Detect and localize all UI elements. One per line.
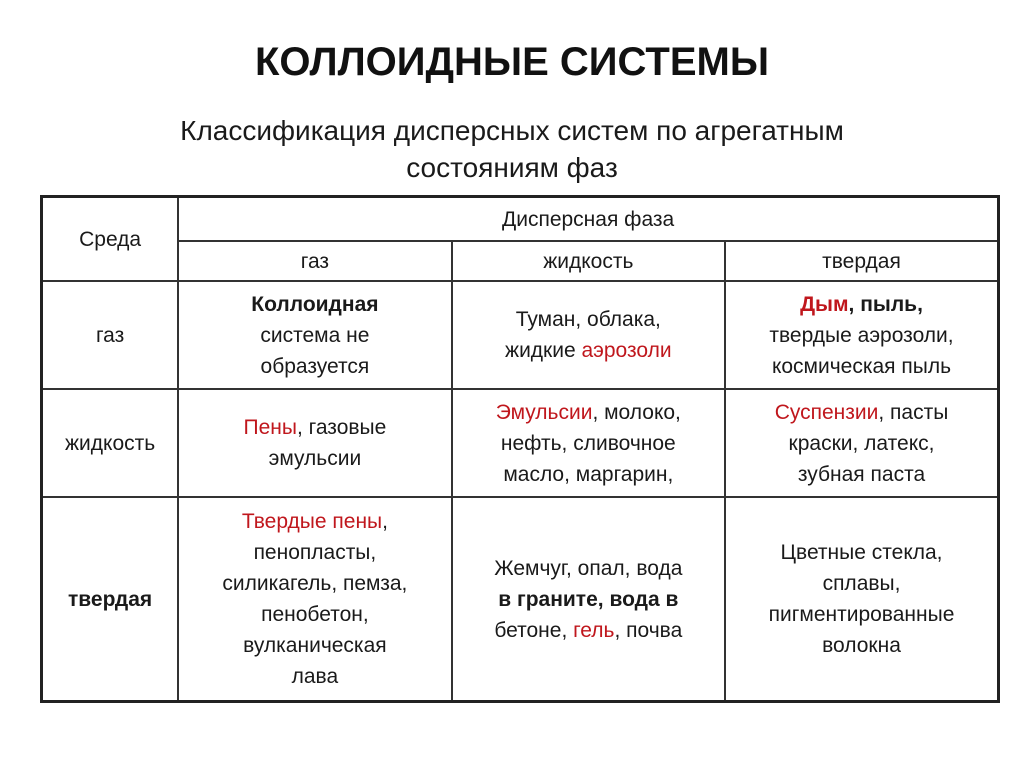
cell-text-run: Твердые пены [241,510,383,533]
row-medium-solid: твердая [42,497,179,702]
row-medium-gas: газ [42,281,179,389]
table-row [42,281,999,389]
cell-text-line [730,630,993,661]
cell-text-line [457,397,720,428]
cell-solid-solid [725,497,998,702]
cell-text-line [183,599,446,630]
cell-liquid-gas [178,389,451,497]
cell-text-line [730,289,993,320]
row-medium-liquid: жидкость [42,389,179,497]
cell-text-run: Коллоидная [251,292,379,316]
cell-text-run: Цветные стекла, [780,541,943,564]
cell-text-line [183,443,446,474]
cell-text-line [730,568,993,599]
cell-text-run: гель [573,618,615,642]
cell-solid-gas [178,497,451,702]
cell-text-run: вулканическая [243,634,387,657]
cell-text-line [730,428,993,459]
cell-text-run: система не [260,323,370,347]
cell-text-line [730,351,993,382]
cell-text-run: образуется [260,354,370,378]
cell-text-line [183,506,446,537]
subtitle-line-2: состояниям фаз [406,152,618,183]
cell-solid-liquid [452,497,725,702]
cell-text-run: Дым [800,292,849,316]
cell-text-line [730,537,993,568]
phase-columns-row [42,241,999,281]
cell-text-run: пигментированные [768,603,955,626]
cell-text-run: , пыль, [848,292,923,316]
cell-text-line [457,584,720,615]
cell-text-line [183,537,446,568]
cell-text-line [183,320,446,351]
phase-col-solid: твердая [725,241,998,281]
cell-text-line [457,615,720,646]
cell-text-run: , молоко, [592,400,681,424]
cell-text-run: Туман, облака, [515,308,661,331]
cell-text-run: эмульсии [268,447,362,470]
phase-col-gas: газ [178,241,451,281]
cell-text-line [183,289,446,320]
cell-text-run: пенобетон, [261,603,369,626]
cell-text-run: сплавы, [822,572,901,595]
cell-text-run: пенопласты, [253,541,377,564]
cell-text-run: зубная паста [797,462,926,486]
table-row [42,497,999,702]
header-row [42,197,999,242]
cell-text-run: , газовые [296,416,387,439]
cell-text-line [183,412,446,443]
cell-text-run: бетоне, [494,618,574,642]
phase-header: Дисперсная фаза [178,197,998,242]
cell-text-run: волокна [822,634,901,657]
cell-text-run: Жемчуг, опал, вода [494,556,683,580]
subtitle-line-1: Классификация дисперсных систем по агрегатным [180,115,844,146]
cell-text-line [183,568,446,599]
cell-text-run: нефть, сливочное [500,431,676,455]
cell-text-run: в граните, вода в [498,587,679,611]
page-subtitle [0,112,1024,186]
cell-text-line [457,553,720,584]
cell-text-line [457,459,720,490]
page-title: КОЛЛОИДНЫЕ СИСТЕМЫ [255,40,769,84]
cell-text-run: Эмульсии [495,400,593,424]
cell-text-run: , пасты [878,400,949,424]
cell-text-line [183,661,446,692]
cell-text-line [183,630,446,661]
cell-text-run: , [382,510,388,533]
cell-liquid-solid [725,389,998,497]
cell-text-run: жидкие [505,339,582,362]
medium-header: Среда [42,197,179,282]
cell-text-run: космическая пыль [771,354,952,378]
cell-text-run: краски, латекс, [788,431,935,455]
cell-text-run: аэрозоли [581,339,672,362]
cell-text-run: лава [291,665,339,688]
cell-liquid-liquid [452,389,725,497]
cell-text-line [730,320,993,351]
classification-table [40,195,1000,703]
cell-text-run: масло, маргарин, [503,462,674,486]
cell-gas-liquid [452,281,725,389]
cell-text-run: Пены [243,416,297,439]
cell-text-line [457,428,720,459]
cell-text-line [457,304,720,335]
cell-text-line [730,459,993,490]
table-row [42,389,999,497]
cell-gas-solid [725,281,998,389]
cell-text-run: , почва [614,618,683,642]
cell-text-line [730,397,993,428]
phase-col-liquid: жидкость [452,241,725,281]
cell-text-line [730,599,993,630]
cell-text-run: силикагель, пемза, [222,572,408,595]
cell-text-line [183,351,446,382]
cell-gas-gas [178,281,451,389]
cell-text-run: Суспензии [774,400,879,424]
cell-text-line [457,335,720,366]
cell-text-run: твердые аэрозоли, [769,323,954,347]
